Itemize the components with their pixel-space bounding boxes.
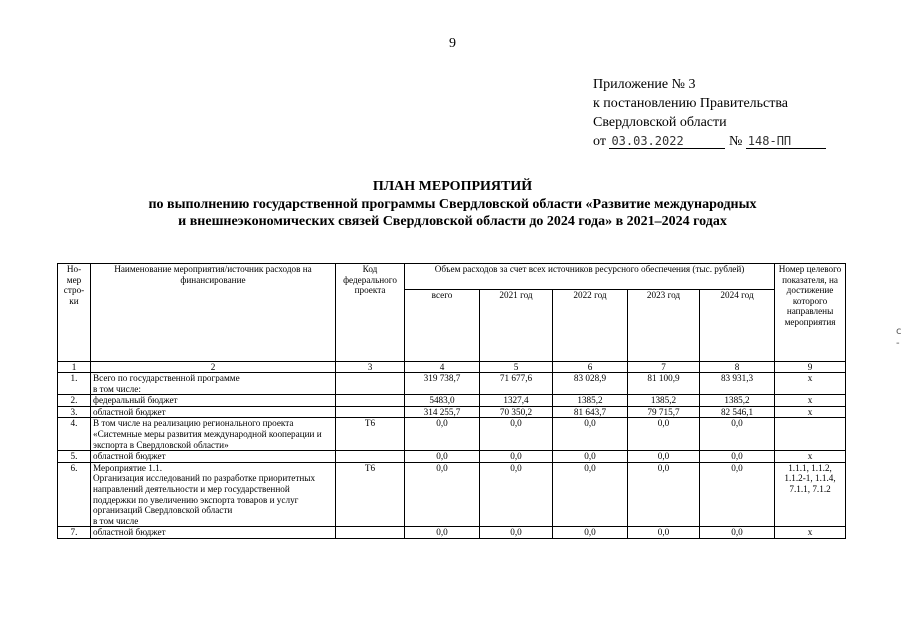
table-row: [58, 418, 846, 451]
cell-2022: 1385,2: [553, 395, 628, 407]
cell-indicator: x: [775, 395, 846, 407]
header-code: Код федерального проекта: [336, 264, 405, 362]
table-row: [58, 451, 846, 463]
cell-2024: 0,0: [700, 418, 775, 451]
table-row: [58, 406, 846, 418]
from-label: от: [593, 134, 606, 149]
col-number: 8: [700, 362, 775, 373]
cell-total: 5483,0: [405, 395, 480, 407]
appendix-line-2: к постановлению Правительства: [593, 96, 789, 111]
page-number: 9: [449, 36, 456, 51]
appendix-block: [593, 75, 826, 151]
cell-2022: 0,0: [553, 527, 628, 539]
header-2021: 2021 год: [480, 290, 553, 362]
col-number: 9: [775, 362, 846, 373]
table-row: [58, 527, 846, 539]
cell-2021: 0,0: [480, 527, 553, 539]
margin-mark: с -: [896, 326, 902, 349]
col-number: 2: [91, 362, 336, 373]
cell-indicator: 1.1.1, 1.1.2, 1.1.2-1, 1.1.4, 7.1.1, 7.1.2: [775, 462, 846, 527]
cell-row-no: 5.: [58, 451, 91, 463]
title-line-2: по выполнению государственной программы Свердловской области «Развитие международных: [148, 196, 757, 212]
decree-date: 03.03.2022: [609, 134, 725, 149]
cell-row-no: 7.: [58, 527, 91, 539]
cell-total: 0,0: [405, 527, 480, 539]
cell-2022: 0,0: [553, 462, 628, 527]
appendix-line-4: [593, 132, 826, 151]
cell-name: Мероприятие 1.1. Организация исследований по разработке приоритетных направлений деятельности и мер государственной поддержки по увеличению экспорта товаров и услуг организаций Свердловской области в том числе: [91, 462, 336, 527]
number-sign: №: [728, 134, 743, 149]
table-row: [58, 373, 846, 395]
cell-indicator: [775, 418, 846, 451]
title-line-3: и внешнеэкономических связей Свердловской области до 2024 года» в 2021–2024 годах: [178, 214, 727, 229]
cell-2023: 1385,2: [628, 395, 700, 407]
cell-2023: 0,0: [628, 418, 700, 451]
cell-code: [336, 395, 405, 407]
cell-2024: 1385,2: [700, 395, 775, 407]
cell-2021: 71 677,6: [480, 373, 553, 395]
plan-table-body: [58, 373, 846, 539]
cell-2021: 70 350,2: [480, 406, 553, 418]
cell-row-no: 1.: [58, 373, 91, 395]
cell-total: 319 738,7: [405, 373, 480, 395]
col-number: 6: [553, 362, 628, 373]
cell-row-no: 3.: [58, 406, 91, 418]
cell-2023: 0,0: [628, 462, 700, 527]
cell-2021: 0,0: [480, 418, 553, 451]
decree-number: 148-ПП: [746, 134, 826, 149]
header-name: Наименование мероприятия/источник расходов на финансирование: [91, 264, 336, 362]
cell-name: В том числе на реализацию регионального проекта «Системные меры развития международной кооперации и экспорта в Свердловской области»: [91, 418, 336, 451]
cell-total: 314 255,7: [405, 406, 480, 418]
cell-code: [336, 406, 405, 418]
cell-name: Всего по государственной программе в том числе:: [91, 373, 336, 395]
cell-2022: 0,0: [553, 418, 628, 451]
cell-name: федеральный бюджет: [91, 395, 336, 407]
title-line-1: ПЛАН МЕРОПРИЯТИЙ: [372, 179, 533, 194]
cell-code: Т6: [336, 418, 405, 451]
header-indicator: Номер целевого показателя, на достижение которого направлены мероприятия: [775, 264, 846, 362]
col-number: 5: [480, 362, 553, 373]
cell-2024: 0,0: [700, 451, 775, 463]
header-2022: 2022 год: [553, 290, 628, 362]
cell-2023: 81 100,9: [628, 373, 700, 395]
cell-indicator: x: [775, 373, 846, 395]
table-row: [58, 462, 846, 527]
cell-2022: 81 643,7: [553, 406, 628, 418]
cell-row-no: 4.: [58, 418, 91, 451]
header-row-1: [58, 264, 846, 290]
header-total: всего: [405, 290, 480, 362]
table-row: [58, 395, 846, 407]
appendix-line-3: Свердловской области: [593, 115, 727, 130]
col-number: 3: [336, 362, 405, 373]
appendix-line-1: Приложение № 3: [593, 77, 696, 92]
cell-total: 0,0: [405, 462, 480, 527]
cell-2022: 83 028,9: [553, 373, 628, 395]
cell-2021: 0,0: [480, 451, 553, 463]
cell-2024: 0,0: [700, 527, 775, 539]
cell-code: [336, 527, 405, 539]
cell-total: 0,0: [405, 418, 480, 451]
cell-indicator: x: [775, 451, 846, 463]
col-number: 4: [405, 362, 480, 373]
cell-2021: 1327,4: [480, 395, 553, 407]
column-number-row: [58, 362, 846, 373]
cell-name: областной бюджет: [91, 527, 336, 539]
cell-2024: 83 931,3: [700, 373, 775, 395]
cell-2023: 79 715,7: [628, 406, 700, 418]
cell-code: [336, 451, 405, 463]
header-2023: 2023 год: [628, 290, 700, 362]
cell-row-no: 2.: [58, 395, 91, 407]
cell-code: [336, 373, 405, 395]
cell-2022: 0,0: [553, 451, 628, 463]
plan-table: [57, 263, 846, 539]
cell-code: Т6: [336, 462, 405, 527]
cell-indicator: x: [775, 406, 846, 418]
cell-name: областной бюджет: [91, 451, 336, 463]
cell-2024: 82 546,1: [700, 406, 775, 418]
cell-2023: 0,0: [628, 451, 700, 463]
col-number: 7: [628, 362, 700, 373]
cell-2023: 0,0: [628, 527, 700, 539]
col-number: 1: [58, 362, 91, 373]
cell-name: областной бюджет: [91, 406, 336, 418]
document-title: [0, 178, 905, 231]
cell-indicator: x: [775, 527, 846, 539]
header-row-no: Но-мер стро-ки: [58, 264, 91, 362]
cell-2024: 0,0: [700, 462, 775, 527]
header-volume: Объем расходов за счет всех источников ресурсного обеспечения (тыс. рублей): [405, 264, 775, 290]
cell-2021: 0,0: [480, 462, 553, 527]
cell-row-no: 6.: [58, 462, 91, 527]
cell-total: 0,0: [405, 451, 480, 463]
header-2024: 2024 год: [700, 290, 775, 362]
